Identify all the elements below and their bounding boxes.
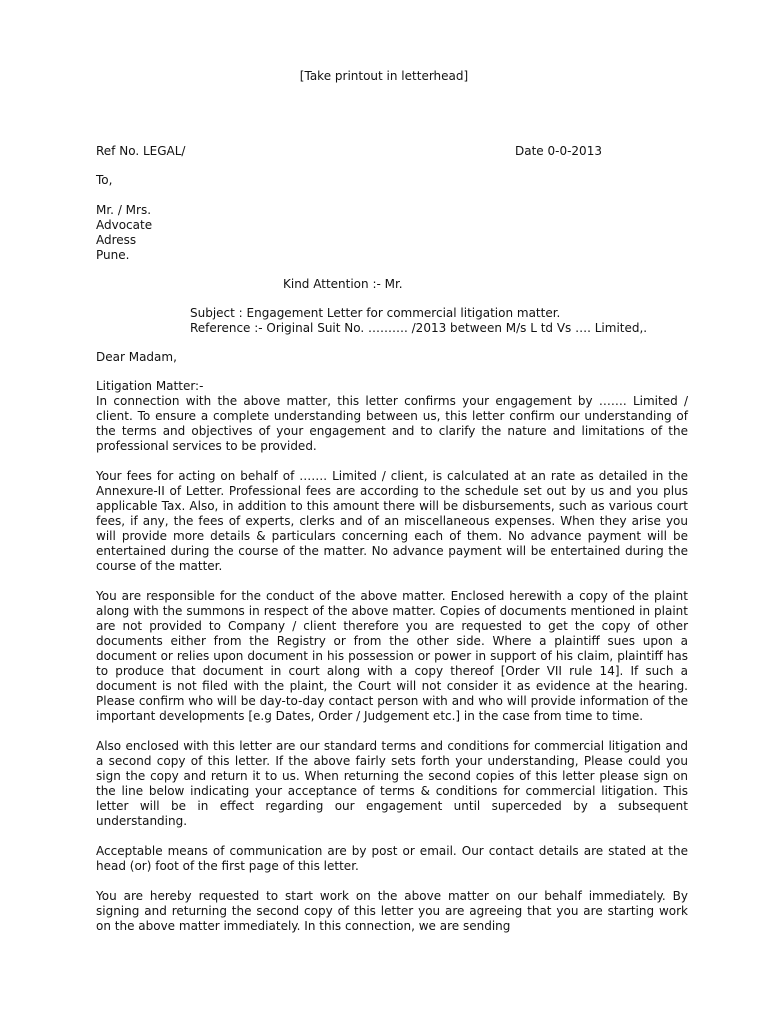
address-line-title: Advocate: [96, 218, 153, 232]
paragraph-responsibility: You are responsible for the conduct of the above matter. Enclosed herewith a copy of the plaint along with the summons in respect of the above matter. Copies of documents mentioned in plaint are not provided to Company / client therefore you are requested to get the copy of other documents either from the Registry or from the other side. Where a plaintiff sues upon a document or relies upon document in his possession or power in support of his claim, plaintiff has to produce that document in court along with a copy thereof [Order VII rule 14]. If such a document is not filed with the plaint, the Court will not consider it as evidence at the hearing. Please confirm who will be day-to-day contact person with and who will provide information of the important developments [e.g Dates, Order / Judgement etc.] in the case from time to time.: [96, 589, 688, 723]
address-line-city: Pune.: [96, 248, 130, 262]
subject-line: Subject : Engagement Letter for commercial litigation matter.: [190, 306, 561, 320]
reference-number: Ref No. LEGAL/: [96, 144, 186, 158]
paragraph-fees: Your fees for acting on behalf of ……. Limited / client, is calculated at an rate as detailed in the Annexure-II of Letter. Professional fees are according to the schedule set out by us and you plus applicable Tax. Also, in addition to this amount there will be disbursements, such as various court fees, if any, the fees of experts, clerks and of an miscellaneous expenses. When they arise you will provide more details & particulars concerning each of them. No advance payment will be entertained during the course of the matter. No advance payment will be entertained during the course of the matter.: [96, 469, 688, 573]
paragraph-communication: Acceptable means of communication are by post or email. Our contact details are stated at the head (or) foot of the first page of this letter.: [96, 844, 688, 873]
paragraph-start-work: You are hereby requested to start work on the above matter on our behalf immediately. By signing and returning the second copy of this letter you are agreeing that you are starting work on the above matter immediately. In this connection, we are sending: [96, 889, 688, 933]
to-label: To,: [96, 173, 113, 187]
section-title: Litigation Matter:-: [96, 379, 204, 393]
reference-line: Reference :- Original Suit No. ………. /2013 between M/s L td Vs …. Limited,.: [190, 321, 648, 335]
subject-block: [190, 306, 647, 336]
recipient-address: [96, 203, 152, 263]
salutation: Dear Madam,: [96, 350, 177, 364]
address-line-address: Adress: [96, 233, 137, 247]
letter-date: Date 0-0-2013: [515, 144, 602, 158]
letter-body: [96, 379, 688, 949]
paragraph-engagement: In connection with the above matter, this letter confirms your engagement by ……. Limited / client. To ensure a complete understanding between us, this letter confirm our understanding of the terms and objectives of your engagement and to clarify the nature and limitations of the professional services to be provided.: [96, 394, 688, 453]
printout-note: [Take printout in letterhead]: [299, 69, 469, 83]
paragraph-terms: Also enclosed with this letter are our standard terms and conditions for commercial litigation and a second copy of this letter. If the above fairly sets forth your understanding, Please could you sign the copy and return it to us. When returning the second copies of this letter please sign on the line below indicating your acceptance of terms & conditions for commercial litigation. This letter will be in effect regarding our engagement until superceded by a subsequent understanding.: [96, 739, 688, 828]
kind-attention: Kind Attention :- Mr.: [283, 277, 403, 291]
address-line-name: Mr. / Mrs.: [96, 203, 152, 217]
